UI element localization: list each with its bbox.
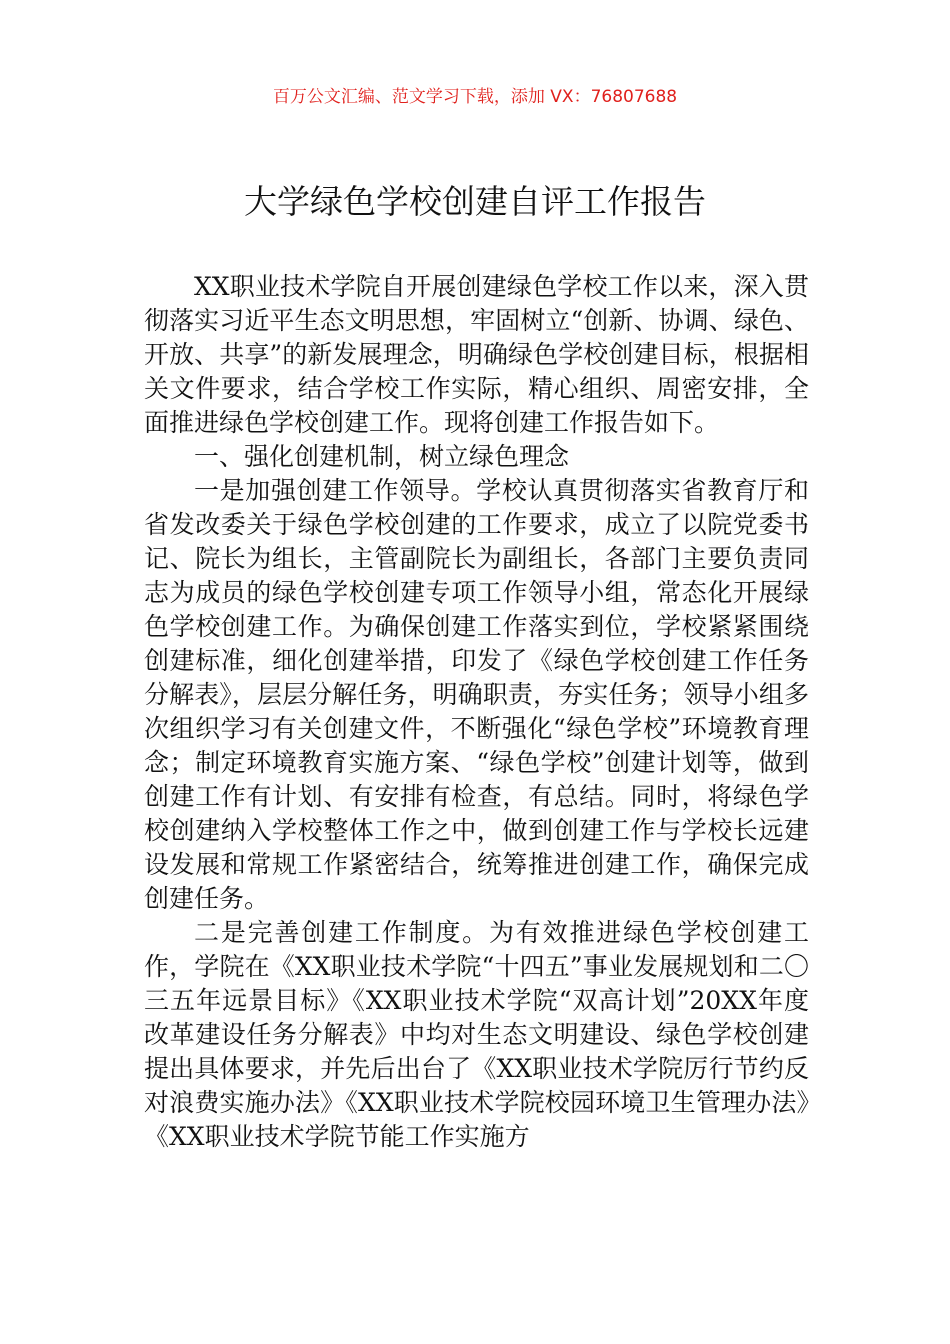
body-paragraph: 一是加强创建工作领导。学校认真贯彻落实省教育厅和省发改委关于绿色学校创建的工作要求，成立了以院党委书记、院长为组长，主管副院长为副组长，各部门主要负责同志为成员的绿色学校创建专项工作领导小组，常态化开展绿色学校创建工作。为确保创建工作落实到位，学校紧紧围绕创建标准，细化创建举措，印发了《绿色学校创建工作任务分解表》，层层分解任务，明确职责，夯实任务；领导小组多次组织学习有关创建文件，不断强化“绿色学校”环境教育理念；制定环境教育实施方案、“绿色学校”创建计划等，做到创建工作有计划、有安排有检查，有总结。同时，将绿色学校创建纳入学校整体工作之中，做到创建工作与学校长远建设发展和常规工作紧密结合，统筹推进创建工作，确保完成创建任务。 bbox=[144, 476, 809, 913]
section-heading: 一、强化创建机制，树立绿色理念 bbox=[194, 442, 570, 471]
promo-banner: 百万公文汇编、范文学习下载，添加 VX：76807688 bbox=[272, 87, 678, 107]
intro-paragraph: XX职业技术学院自开展创建绿色学校工作以来，深入贯彻落实习近平生态文明思想，牢固树立“创新、协调、绿色、开放、共享”的新发展理念，明确绿色学校创建目标，根据相关文件要求，结合学校工作实际，精心组织、周密安排，全面推进绿色学校创建工作。现将创建工作报告如下。 bbox=[144, 272, 809, 437]
document-title: 大学绿色学校创建自评工作报告 bbox=[244, 182, 706, 221]
body-paragraph: 二是完善创建工作制度。为有效推进绿色学校创建工作，学院在《XX职业技术学院“十四五”事业发展规划和二〇三五年远景目标》《XX职业技术学院“双高计划”20XX年度改革建设任务分解表》中均对生态文明建设、绿色学校创建提出具体要求，并先后出台了《XX职业技术学院厉行节约反对浪费实施办法》《XX职业技术学院校园环境卫生管理办法》《XX职业技术学院节能工作实施方 bbox=[144, 918, 809, 1151]
document-body bbox=[144, 270, 809, 1154]
